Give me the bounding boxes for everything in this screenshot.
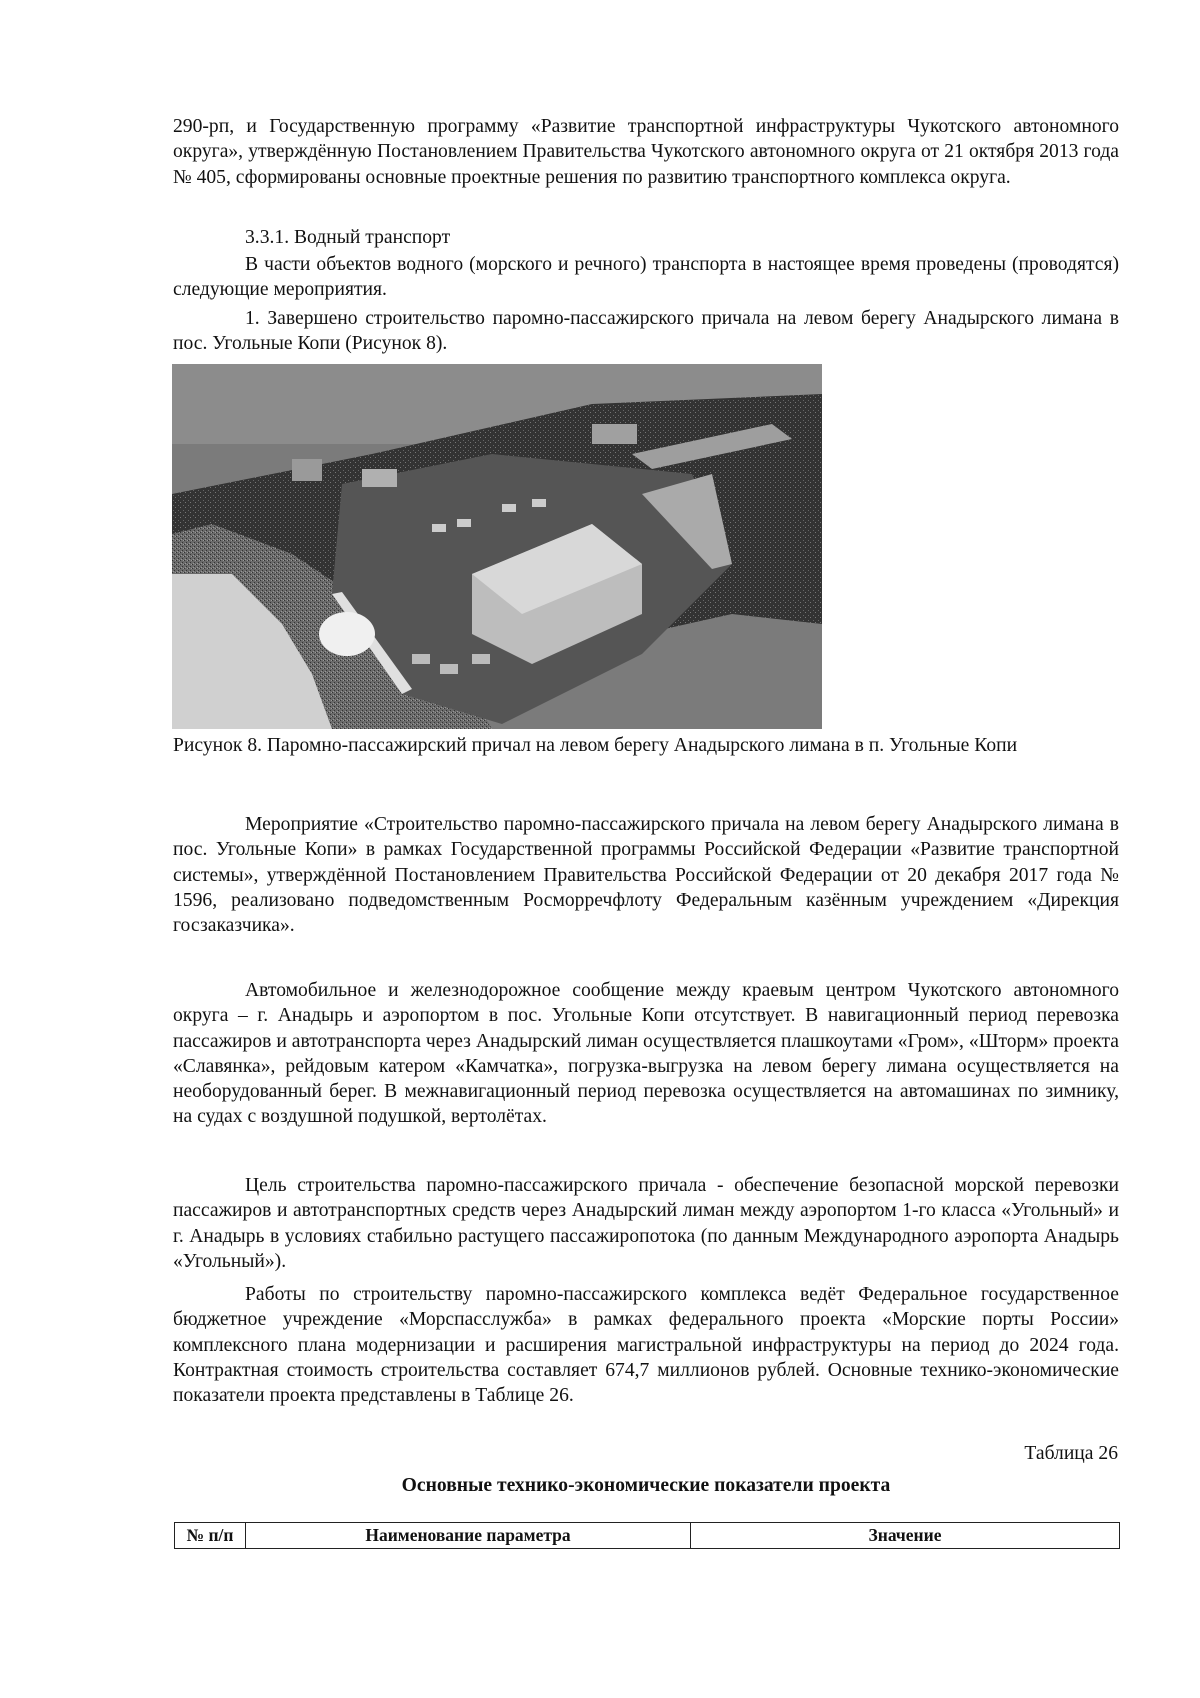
table-label: Таблица 26 [1024,1443,1118,1464]
paragraph-intro: 290-рп, и Государственную программу «Развитие транспортной инфраструктуры Чукотского автономного округа», утверждённую Постановлением Правительства Чукотского автономного округа от 21 октября 2013 года № 405, сформированы основные проектные решения по развитию транспортного комплекса округа. [173,116,1119,188]
paragraph-water-objects: В части объектов водного (морского и речного) транспорта в настоящее время проведены (проводятся) следующие мероприятия. [173,254,1119,301]
table-header-row [175,1523,1120,1549]
paragraph-measure: Мероприятие «Строительство паромно-пассажирского причала на левом берегу Анадырского лимана в пос. Угольные Копи» в рамках Государственной программы Российской Федерации «Развитие транспортной системы», утверждённой Постановлением Правительства Российской Федерации от 20 декабря 2017 года № 1596, реализовано подведомственным Росморречфлоту Федеральным казённым учреждением «Дирекция госзаказчика». [173,814,1119,937]
header-parameter-name: Наименование параметра [246,1523,691,1549]
paragraph-construction-works: Работы по строительству паромно-пассажирского комплекса ведёт Федеральное государственное бюджетное учреждение «Морспасслужба» в рамках федерального проекта «Морские порты России» комплексного плана модернизации и расширения магистральной инфраструктуры на период до 2024 года. Контрактная стоимость строительства составляет 674,7 миллионов рублей. Основные технико-экономические показатели проекта представлены в Таблице 26. [173,1284,1119,1407]
table-title: Основные технико-экономические показатели проекта [401,1475,891,1496]
paragraph-item-1: 1. Завершено строительство паромно-пассажирского причала на левом берегу Анадырского лимана в пос. Угольные Копи (Рисунок 8). [173,308,1119,355]
header-value: Значение [691,1523,1120,1549]
header-number: № п/п [175,1523,246,1549]
section-heading-water-transport: 3.3.1. Водный транспорт [245,227,451,248]
spec-table [174,1522,1120,1549]
paragraph-transport-connection: Автомобильное и железнодорожное сообщение между краевым центром Чукотского автономного округа – г. Анадырь и аэропортом в пос. Угольные Копи отсутствует. В навигационный период перевозка пассажиров и автотранспорта через Анадырский лиман осуществляется плашкоутами «Гром», «Шторм» проекта «Славянка», рейдовым катером «Камчатка», погрузка-выгрузка на левом берегу лимана осуществляется на необорудованный берег. В межнавигационный период перевозка осуществляется на автомашинах по зимнику, на судах с воздушной подушкой, вертолётах. [173,980,1119,1128]
paragraph-construction-goal: Цель строительства паромно-пассажирского причала - обеспечение безопасной морской перевозки пассажиров и автотранспортных средств через Анадырский лиман между аэропортом 1-го класса «Угольный» и г. Анадырь в условиях стабильно растущего пассажиропотока (по данным Международного аэропорта Анадырь «Угольный»). [173,1175,1119,1272]
figure-8-caption: Рисунок 8. Паромно-пассажирский причал на левом берегу Анадырского лимана в п. Угольные Копи [173,735,1018,756]
figure-8-photo [172,364,822,729]
